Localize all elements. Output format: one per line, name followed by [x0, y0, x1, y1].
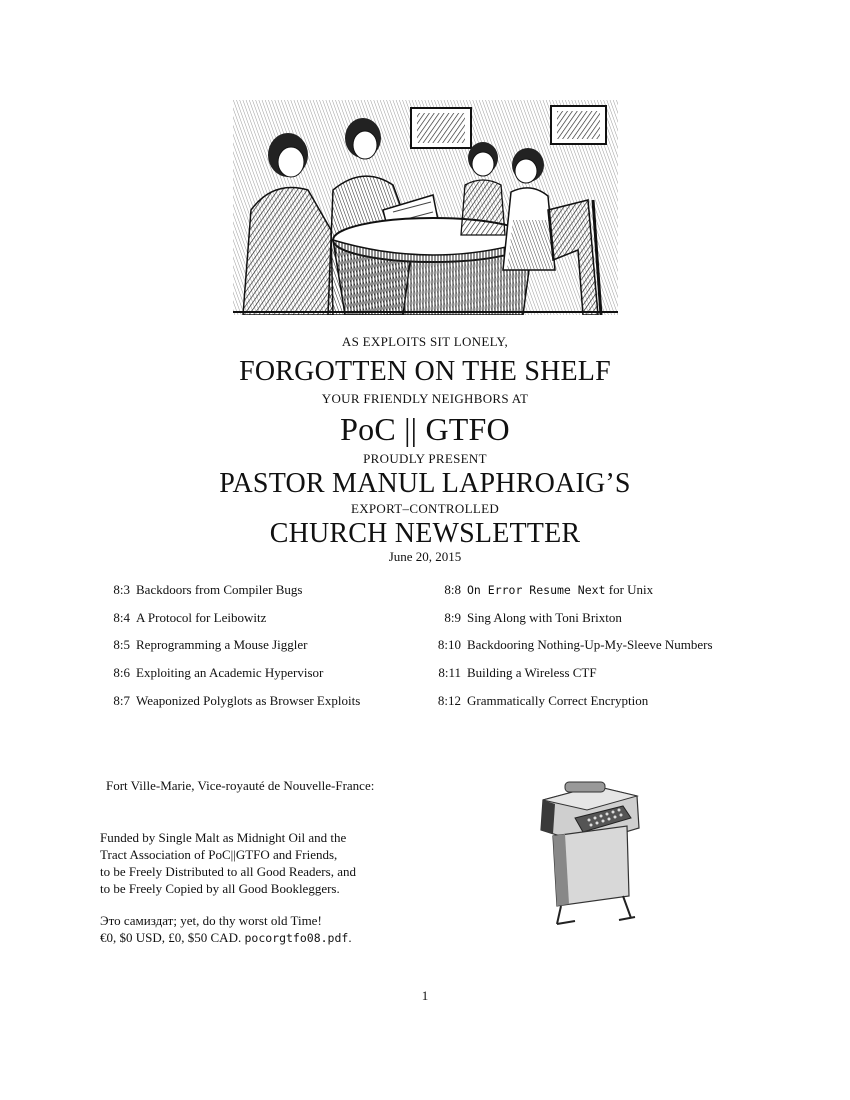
toc-title: Building a Wireless CTF [467, 665, 597, 680]
toc-item [425, 694, 648, 707]
toc-item [425, 666, 597, 679]
toc-item [100, 638, 308, 651]
filename-suffix: . [348, 930, 352, 945]
issue-date: June 20, 2015 [388, 549, 462, 564]
toc-title: A Protocol for Leibowitz [136, 610, 267, 625]
toc-title: Exploiting an Academic Hypervisor [136, 665, 324, 680]
toc-item [100, 583, 302, 596]
toc-item [100, 611, 266, 624]
funding-line: to be Freely Distributed to all Good Readers, and [100, 864, 356, 879]
toc-number: 8:11 [438, 665, 461, 680]
page-number: 1 [421, 988, 429, 1003]
masthead-line-8: CHURCH NEWSLETTER [269, 518, 581, 549]
toc-number: 8:12 [437, 693, 461, 708]
toc-title: Sing Along with Toni Brixton [467, 610, 622, 625]
toc-number: 8:10 [437, 637, 461, 652]
masthead-line-5: PROUDLY PRESENT [363, 451, 487, 466]
toc-number: 8:3 [113, 582, 130, 597]
price-line [100, 929, 352, 947]
masthead-line-1: AS EXPLOITS SIT LONELY, [341, 334, 509, 349]
toc-number: 8:5 [113, 637, 130, 652]
teletype-machine-illustration [535, 778, 645, 928]
toc-code-title: On Error Resume Next [467, 583, 606, 597]
samizdat-line: Это самиздат; yet, do thy worst old Time! [100, 913, 322, 928]
toc-item [425, 611, 622, 624]
toc-title: Backdoors from Compiler Bugs [136, 582, 303, 597]
masthead-line-3: YOUR FRIENDLY NEIGHBORS AT [321, 391, 529, 406]
toc-title: Grammatically Correct Encryption [467, 693, 649, 708]
toc-title: Weaponized Polyglots as Browser Exploits [136, 693, 361, 708]
toc-item [425, 583, 653, 597]
toc-number: 8:8 [444, 582, 461, 597]
location-line: Fort Ville-Marie, Vice-royauté de Nouvelle-France: [106, 778, 375, 793]
price-block [100, 912, 352, 947]
masthead-line-2: FORGOTTEN ON THE SHELF [239, 356, 611, 387]
toc-item [425, 638, 713, 651]
toc-item [100, 694, 360, 707]
toc-title: for Unix [605, 582, 654, 597]
funding-line: Funded by Single Malt as Midnight Oil and the [100, 830, 347, 845]
toc-number: 8:9 [444, 610, 461, 625]
funding-statement [100, 829, 356, 897]
price-text: €0, $0 USD, £0, $50 CAD. [100, 930, 242, 945]
filename: pocorgtfo08.pdf [244, 931, 349, 945]
toc-number: 8:4 [113, 610, 130, 625]
toc-title: Backdooring Nothing-Up-My-Sleeve Numbers [467, 637, 713, 652]
funding-line: Tract Association of PoC||GTFO and Friends, [100, 847, 338, 862]
toc-item [100, 666, 323, 679]
masthead-line-6: PASTOR MANUL LAPHROAIG’S [219, 468, 631, 499]
toc-number: 8:7 [113, 693, 130, 708]
magazine-title: PoC || GTFO [340, 411, 510, 447]
funding-line: to be Freely Copied by all Good Bookleggers. [100, 881, 340, 896]
family-reading-illustration [233, 100, 618, 315]
toc-number: 8:6 [113, 665, 130, 680]
toc-title: Reprogramming a Mouse Jiggler [136, 637, 308, 652]
masthead-line-7: EXPORT–CONTROLLED [350, 501, 500, 516]
